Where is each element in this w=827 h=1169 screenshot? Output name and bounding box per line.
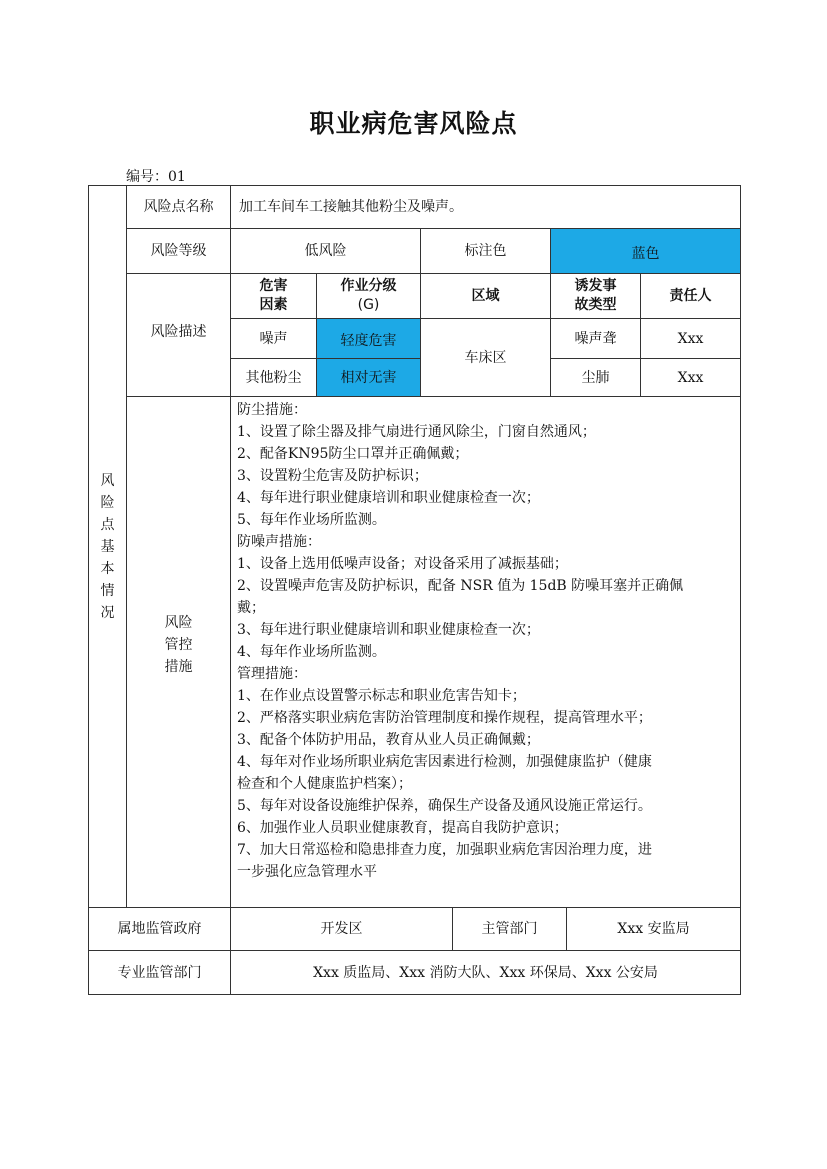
measure-line: 检查和个人健康监护档案）； xyxy=(237,776,412,792)
row1-accident: 噪声聋 xyxy=(574,330,617,347)
measure-line: 2、严格落实职业病危害防治管理制度和操作规程，提高管理水平； xyxy=(237,710,652,726)
measure-line: 7、加大日常巡检和隐患排查力度，加强职业病危害因治理力度，进 xyxy=(237,842,652,858)
measure-line: 6、加强作业人员职业健康教育，提高自我防护意识； xyxy=(237,820,568,836)
measure-line: 2、配备KN95防尘口罩并正确佩戴； xyxy=(237,446,469,462)
measure-line: 2、设置噪声危害及防护标识，配备 NSR 值为 15dB 防噪耳塞并正确佩 xyxy=(237,578,684,594)
side-label: 风 险 点 基 本 情 况 xyxy=(100,472,115,621)
measure-line: 4、每年进行职业健康培训和职业健康检查一次； xyxy=(237,490,540,506)
row2-grade: 相对无害 xyxy=(317,359,420,396)
row2-accident: 尘肺 xyxy=(581,369,610,386)
row2-person: Xxx xyxy=(677,369,704,386)
dept-value: Xxx 安监局 xyxy=(617,921,690,937)
dept-label: 主管部门 xyxy=(481,921,538,937)
pro-label: 专业监管部门 xyxy=(117,964,202,981)
measure-line: 管理措施： xyxy=(237,666,307,682)
risk-name-label: 风险点名称 xyxy=(143,199,214,215)
pro-value: Xxx 质监局、Xxx 消防大队、Xxx 环保局、Xxx 公安局 xyxy=(313,964,658,981)
header-grade: 作业分级 (G) xyxy=(340,278,397,313)
measure-line: 一步强化应急管理水平 xyxy=(237,864,377,880)
measure-line: 3、配备个体防护用品，教育从业人员正确佩戴； xyxy=(237,732,540,748)
control-measures xyxy=(237,399,735,883)
measure-line: 1、在作业点设置警示标志和职业危害告知卡； xyxy=(237,688,526,704)
measure-line: 1、设备上选用低噪声设备；对设备采用了减振基础； xyxy=(237,556,568,572)
measure-line: 4、每年对作业场所职业病危害因素进行检测，加强健康监护（健康 xyxy=(237,754,652,770)
risk-level-value: 低风险 xyxy=(304,243,347,259)
measure-line: 5、每年作业场所监测。 xyxy=(237,512,386,528)
row1-grade: 轻度危害 xyxy=(317,319,420,358)
measure-line: 防噪声措施： xyxy=(237,534,321,550)
gov-value: 开发区 xyxy=(320,921,363,937)
row1-factor: 噪声 xyxy=(259,330,288,347)
row1-person: Xxx xyxy=(677,330,704,347)
risk-desc-label: 风险描述 xyxy=(150,324,207,340)
area-value: 车床区 xyxy=(464,349,507,366)
header-factor: 危害 因素 xyxy=(259,278,288,313)
measure-line: 4、每年作业场所监测。 xyxy=(237,644,386,660)
page-title: 职业病危害风险点 xyxy=(309,109,518,138)
color-value: 蓝色 xyxy=(551,229,740,273)
header-accident: 诱发事 故类型 xyxy=(574,278,617,313)
control-label: 风险 管控 措施 xyxy=(164,615,193,675)
measure-line: 戴； xyxy=(237,600,265,616)
row2-factor: 其他粉尘 xyxy=(245,369,302,386)
document-code: 编号：01 xyxy=(126,169,186,185)
risk-name-value: 加工车间车工接触其他粉尘及噪声。 xyxy=(239,199,463,215)
measure-line: 3、设置粉尘危害及防护标识； xyxy=(237,468,428,484)
header-area: 区域 xyxy=(471,288,500,304)
measure-line: 3、每年进行职业健康培训和职业健康检查一次； xyxy=(237,622,540,638)
measure-line: 1、设置了除尘器及排气扇进行通风除尘，门窗自然通风； xyxy=(237,424,596,440)
gov-label: 属地监管政府 xyxy=(117,921,202,937)
measure-line: 5、每年对设备设施维护保养，确保生产设备及通风设施正常运行。 xyxy=(237,798,652,814)
measure-line: 防尘措施： xyxy=(237,402,307,418)
risk-level-label: 风险等级 xyxy=(150,243,207,259)
color-label: 标注色 xyxy=(464,243,507,259)
header-person: 责任人 xyxy=(669,288,712,304)
